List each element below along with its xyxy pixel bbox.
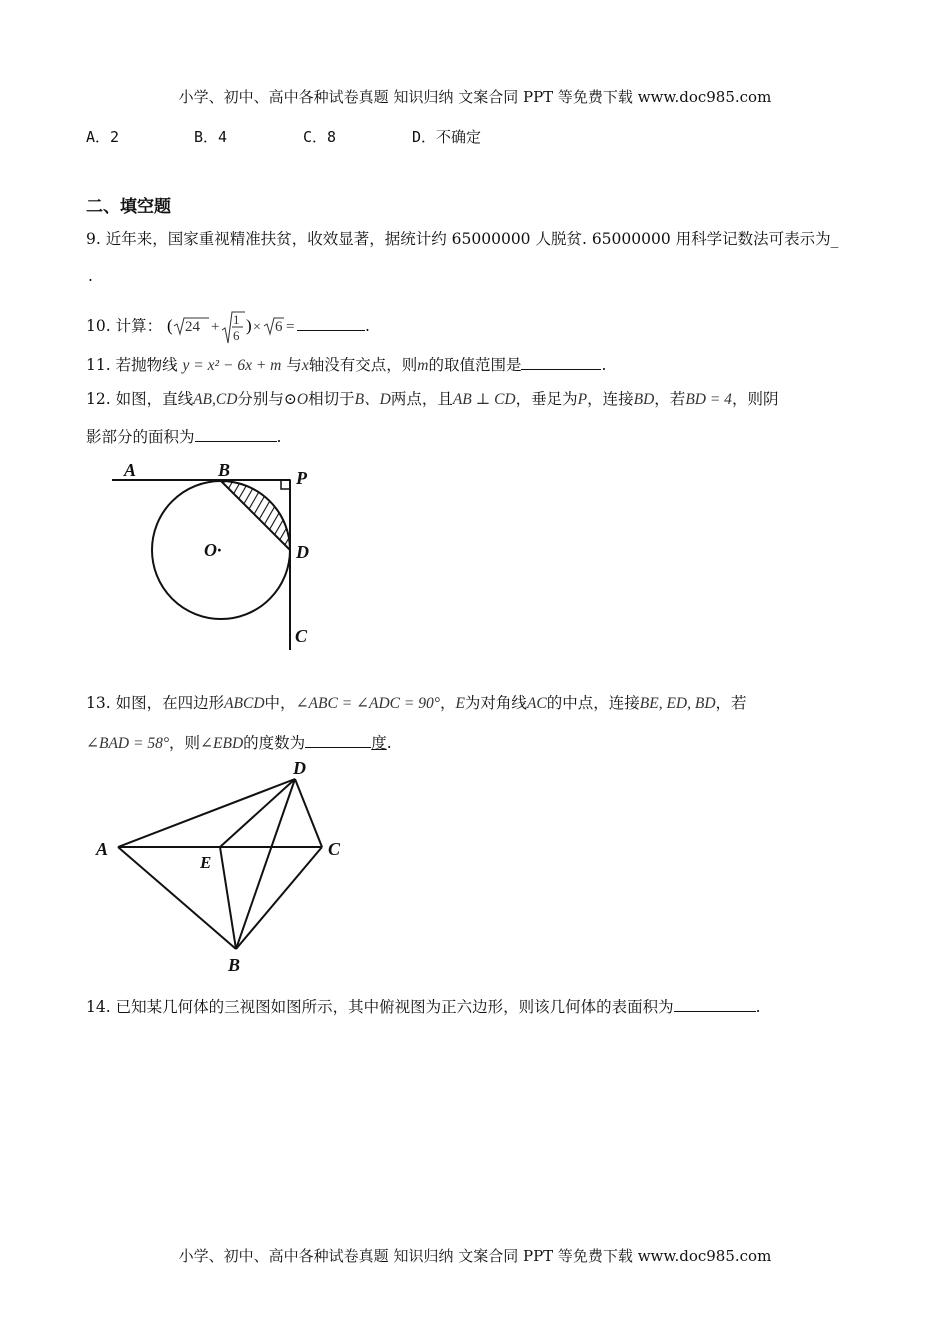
q10-prefix: 10. 计算： [86, 317, 163, 335]
q14-answer-blank[interactable] [674, 995, 756, 1012]
q10 [86, 310, 370, 350]
q12-text-a: 12. 如图，直线 [86, 390, 194, 408]
q13-end: . [386, 734, 392, 752]
q13-text-b: 中， [264, 694, 296, 712]
svg-text:1: 1 [233, 312, 240, 327]
q12-bd: BD [633, 391, 655, 408]
q13-segments: BE, ED, BD [639, 695, 716, 712]
q11-mid: 与 [286, 356, 302, 374]
q12-text-c: 相切于 [308, 390, 355, 408]
label-d: D [296, 542, 309, 562]
label-b: B [228, 955, 241, 975]
figure-q12 [100, 458, 340, 658]
q13-text-c: ， [439, 694, 456, 712]
label-d: D [293, 758, 306, 778]
q12-text-h: ，则阴 [731, 390, 779, 408]
q13-answer-blank[interactable] [305, 731, 371, 748]
q13-abcd: ABCD [224, 695, 265, 712]
q12-bd-points: B、D [354, 391, 391, 408]
q13-line1 [86, 692, 747, 715]
svg-text:+: + [211, 319, 220, 335]
q14-text: 14. 已知某几何体的三视图如图所示，其中俯视图为正六边形，则该几何体的表面积为 [86, 998, 674, 1016]
q12-text-g: ，若 [654, 390, 686, 408]
q13-text-g: ，则 [169, 734, 201, 752]
q11-suffix: 的取值范围是 [428, 356, 522, 374]
q11-end: . [601, 356, 607, 374]
q11 [86, 353, 606, 377]
svg-text:24: 24 [185, 319, 201, 335]
q13-angles: ∠ABC = ∠ADC = 90° [295, 695, 440, 712]
q13-line2 [86, 731, 392, 755]
label-c: C [328, 839, 341, 859]
option-c: C．8 [303, 128, 337, 146]
q13-text-d: 为对角线 [464, 694, 527, 712]
svg-text:=: = [286, 319, 295, 335]
figure-q13 [90, 755, 360, 977]
q12-line1 [86, 388, 778, 411]
q9-line2: . [88, 267, 93, 285]
page-header: 小学、初中、高中各种试卷真题 知识归纳 文案合同 PPT 等免费下载 www.doc985.com [178, 88, 772, 106]
q13-text-f: ，若 [715, 694, 747, 712]
q12-answer-blank[interactable] [195, 425, 277, 442]
q11-prefix: 11. 若抛物线 [86, 356, 178, 374]
label-c: C [295, 626, 308, 646]
svg-text:(: ( [167, 316, 173, 335]
seg-bc [236, 847, 322, 949]
q13-text-e: 的中点，连接 [546, 694, 640, 712]
label-p: P [296, 468, 307, 488]
svg-text:): ) [246, 316, 252, 335]
q13-e: E [455, 695, 465, 712]
q12-perp: AB ⊥ CD [452, 391, 516, 408]
label-a: A [124, 460, 137, 480]
q11-axis: x [301, 357, 309, 374]
q14-end: . [755, 998, 761, 1016]
q12-text-b: 分别与⊙ [237, 390, 297, 408]
q12-line2 [86, 425, 281, 448]
svg-text:6: 6 [275, 319, 283, 335]
q13-text-a: 13. 如图，在四边形 [86, 694, 225, 712]
option-a: A．2 [86, 128, 120, 146]
label-e: E [200, 853, 212, 872]
seg-ad [118, 779, 295, 847]
q12-end: . [276, 428, 282, 446]
right-angle-mark [281, 480, 290, 489]
q13-text-h: 的度数为 [243, 734, 306, 752]
q12-o: O [296, 391, 309, 408]
q13-bad: ∠BAD = 58° [86, 735, 170, 752]
option-b: B．4 [194, 128, 228, 146]
q12-ab-cd: AB,CD [193, 391, 238, 408]
label-o: O· [204, 540, 222, 560]
q9-line1: 9. 近年来，国家重视精准扶贫，收效显著，据统计约 65000000 人脱贫. 65000000 用科学记数法可表示为_ [86, 230, 839, 248]
q12-p: P [577, 391, 588, 408]
q13-ebd: ∠EBD [200, 735, 244, 752]
q13-unit: 度 [371, 734, 387, 752]
seg-dc [295, 779, 322, 847]
q11-mid2: 轴没有交点，则 [308, 356, 418, 374]
q12-text-f: ，连接 [587, 390, 634, 408]
label-b: B [218, 460, 231, 480]
q12-text-e: ，垂足为 [515, 390, 578, 408]
q11-answer-blank[interactable] [521, 353, 601, 370]
section-title: 二、填空题 [86, 197, 171, 217]
q11-var: m [417, 357, 429, 374]
label-a: A [96, 839, 109, 859]
q14 [86, 995, 761, 1018]
seg-eb [220, 847, 236, 949]
q10-answer-blank[interactable] [297, 314, 365, 331]
q12-line2-text: 影部分的面积为 [86, 428, 195, 446]
q12-bd4: BD = 4 [685, 391, 732, 408]
page-footer: 小学、初中、高中各种试卷真题 知识归纳 文案合同 PPT 等免费下载 www.doc985.com [178, 1247, 772, 1265]
q12-text-d: 两点，且 [390, 390, 453, 408]
svg-text:×: × [253, 320, 261, 335]
q10-formula [167, 310, 297, 344]
option-d: D．不确定 [412, 128, 482, 146]
svg-text:6: 6 [233, 328, 240, 343]
q13-ac: AC [526, 695, 547, 712]
q11-formula: y = x² − 6x + m [182, 357, 282, 374]
q10-end: . [365, 317, 370, 335]
seg-ab [118, 847, 236, 949]
